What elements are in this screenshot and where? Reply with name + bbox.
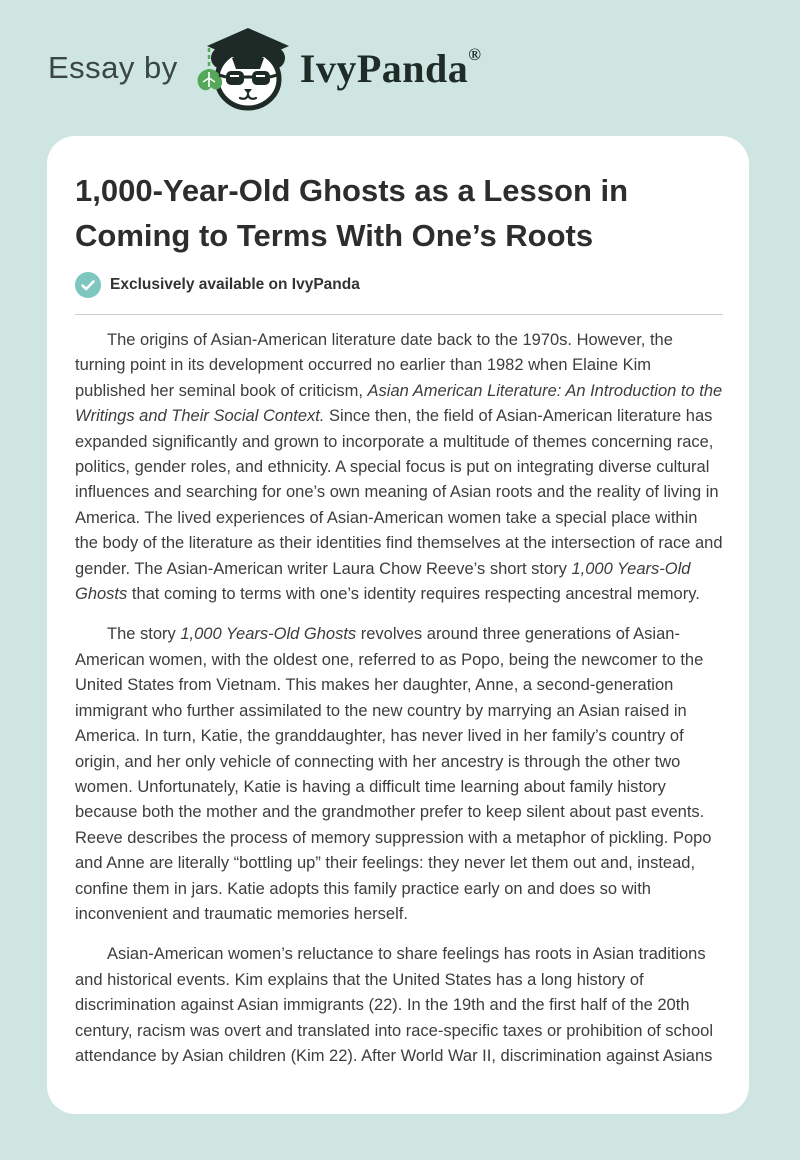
brand-wordmark xyxy=(300,45,482,92)
essay-body xyxy=(75,328,723,1069)
page-header xyxy=(0,0,800,136)
badge-label: Exclusively available on IvyPanda xyxy=(110,276,360,293)
essay-paragraph: The origins of Asian-American literature date back to the 1970s. However, the turning point in its development occurred no earlier than 1982 when Elaine Kim published her seminal book of criticism, Asian American Literature: An Introduction to the Writings and Their Social Context. Since then, the field of Asian-American literature has expanded significantly and grown to incorporate a multitude of themes concerning race, politics, gender roles, and ethnicity. A special focus is put on integrating diverse cultural influences and searching for one’s own meaning of Asian roots and the reality of living in America. The lived experiences of Asian-American women take a special place within the body of the literature as their identities find themselves at the intersection of race and gender. The Asian-American writer Laura Chow Reeve’s short story 1,000 Years-Old Ghosts that coming to terms with one’s identity requires respecting ancestral memory. xyxy=(75,331,723,604)
divider xyxy=(75,314,723,315)
essay-paragraph: Asian-American women’s reluctance to share feelings has roots in Asian traditions and historical events. Kim explains that the United States has a long history of discrimination against Asian immigrants (22). In the 19th and the first half of the 20th century, racism was overt and translated into race-specific taxes or prohibition of school attendance by Asian children (Kim 22). After World War II, discrimination against Asians xyxy=(75,945,713,1065)
registered-mark: ® xyxy=(468,44,482,64)
brand-name: IvyPanda xyxy=(299,45,469,91)
page-title: 1,000-Year-Old Ghosts as a Lesson in Coming to Terms With One’s Roots xyxy=(75,173,629,253)
check-icon xyxy=(75,272,101,298)
essay-by-label: Essay by xyxy=(48,50,178,85)
essay-card xyxy=(47,136,749,1114)
exclusive-badge xyxy=(75,272,723,298)
panda-graduate-icon xyxy=(194,25,292,111)
essay-paragraph: The story 1,000 Years-Old Ghosts revolves around three generations of Asian-American women, with the oldest one, referred to as Popo, being the newcomer to the United States from Vietnam. This makes her daughter, Anne, a second-generation immigrant who further assimilated to the new country by marrying an Asian raised in America. In turn, Katie, the granddaughter, has never lived in her family’s country of origin, and her only vehicle of connecting with her ancestry is through the other two women. Unfortunately, Katie is having a difficult time learning about family history because both the mother and the grandmother prefer to keep silent about past events. Reeve describes the process of memory suppression with a metaphor of pickling. Popo and Anne are literally “bottling up” their feelings: they never let them out and, instead, confine them in jars. Katie adopts this family practice early on and does so with inconvenient and traumatic memories herself. xyxy=(75,625,712,923)
